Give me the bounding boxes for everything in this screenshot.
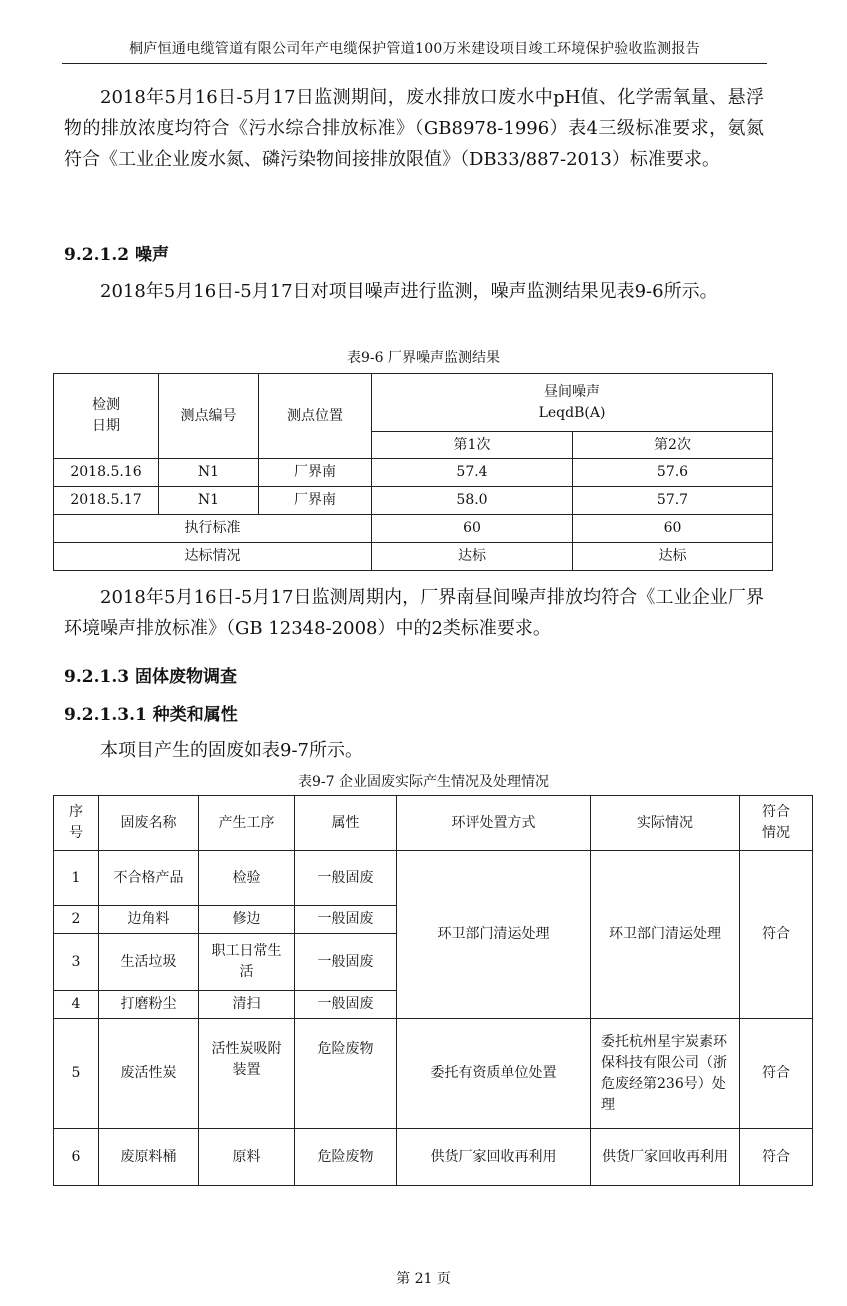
general-waste-actual-cell: 环卫部门清运处理: [591, 851, 740, 1019]
noise-section-heading: 9.2.1.2 噪声: [64, 245, 169, 265]
header-date: 检测日期: [54, 374, 159, 459]
header-no: 序号: [54, 796, 99, 851]
solid-waste-section-heading: 9.2.1.3 固体废物调查: [64, 667, 237, 687]
table-row: 2018.5.16 N1 厂界南 57.4 57.6: [54, 459, 773, 487]
noise-table-caption: 表9-6 厂界噪声监测结果: [347, 350, 500, 366]
header-name: 固废名称: [99, 796, 199, 851]
general-waste-eia-cell: 环卫部门清运处理: [397, 851, 591, 1019]
page-number: 第 21 页: [396, 1271, 451, 1287]
header-point-id: 测点编号: [159, 374, 259, 459]
header-actual: 实际情况: [591, 796, 740, 851]
header-first: 第1次: [372, 432, 573, 459]
standard-row: 执行标准 60 60: [54, 515, 773, 543]
table-row: 2018.5.17 N1 厂界南 58.0 57.7: [54, 487, 773, 515]
header-attr: 属性: [295, 796, 397, 851]
solid-waste-intro-paragraph: 本项目产生的固废如表9-7所示。: [100, 740, 363, 761]
header-daytime-noise: 昼间噪声 LeqdB(A): [372, 374, 773, 432]
table-row: 5 废活性炭 活性炭吸附装置 危险废物 委托有资质单位处置 委托杭州星宇炭素环保科技有限公司（浙危废经第236号）处理 符合: [54, 1019, 813, 1129]
header-second: 第2次: [573, 432, 773, 459]
header-match: 符合情况: [740, 796, 813, 851]
solid-waste-table: [53, 795, 813, 1186]
solid-waste-table-caption: 表9-7 企业固废实际产生情况及处理情况: [298, 774, 549, 790]
table-row: 6 废原料桶 原料 危险废物 供货厂家回收再利用 供货厂家回收再利用 符合: [54, 1129, 813, 1186]
table-row: 1 不合格产品 检验 一般固废 环卫部门清运处理 环卫部门清运处理 符合: [54, 851, 813, 906]
noise-conclusion-paragraph: 2018年5月16日-5月17日监测周期内，厂界南昼间噪声排放均符合《工业企业厂界环境噪声排放标准》（GB 12348-2008）中的2类标准要求。: [64, 587, 764, 639]
noise-intro-paragraph: 2018年5月16日-5月17日对项目噪声进行监测，噪声监测结果见表9-6所示。: [100, 281, 718, 302]
report-header: 桐庐恒通电缆管道有限公司年产电缆保护管道100万米建设项目竣工环境保护验收监测报告: [62, 38, 767, 64]
general-waste-match-cell: 符合: [740, 851, 813, 1019]
table-row: 4 打磨粉尘 清扫 一般固废: [54, 991, 813, 1019]
table-row: 2 边角料 修边 一般固废: [54, 906, 813, 934]
types-subsection-heading: 9.2.1.3.1 种类和属性: [64, 705, 238, 725]
header-eia: 环评处置方式: [397, 796, 591, 851]
header-location: 测点位置: [259, 374, 372, 459]
wastewater-conclusion-paragraph: 2018年5月16日-5月17日监测期间，废水排放口废水中pH值、化学需氧量、悬浮物的排放浓度均符合《污水综合排放标准》（GB8978-1996）表4三级标准要求，氨氮符合《工业企业废水氮、磷污染物间接排放限值》（DB33/887-2013）标准要求。: [64, 87, 764, 170]
header-process: 产生工序: [199, 796, 295, 851]
noise-results-table: [53, 373, 773, 571]
table-row: 3 生活垃圾 职工日常生活 一般固废: [54, 934, 813, 991]
compliance-row: 达标情况 达标 达标: [54, 543, 773, 571]
